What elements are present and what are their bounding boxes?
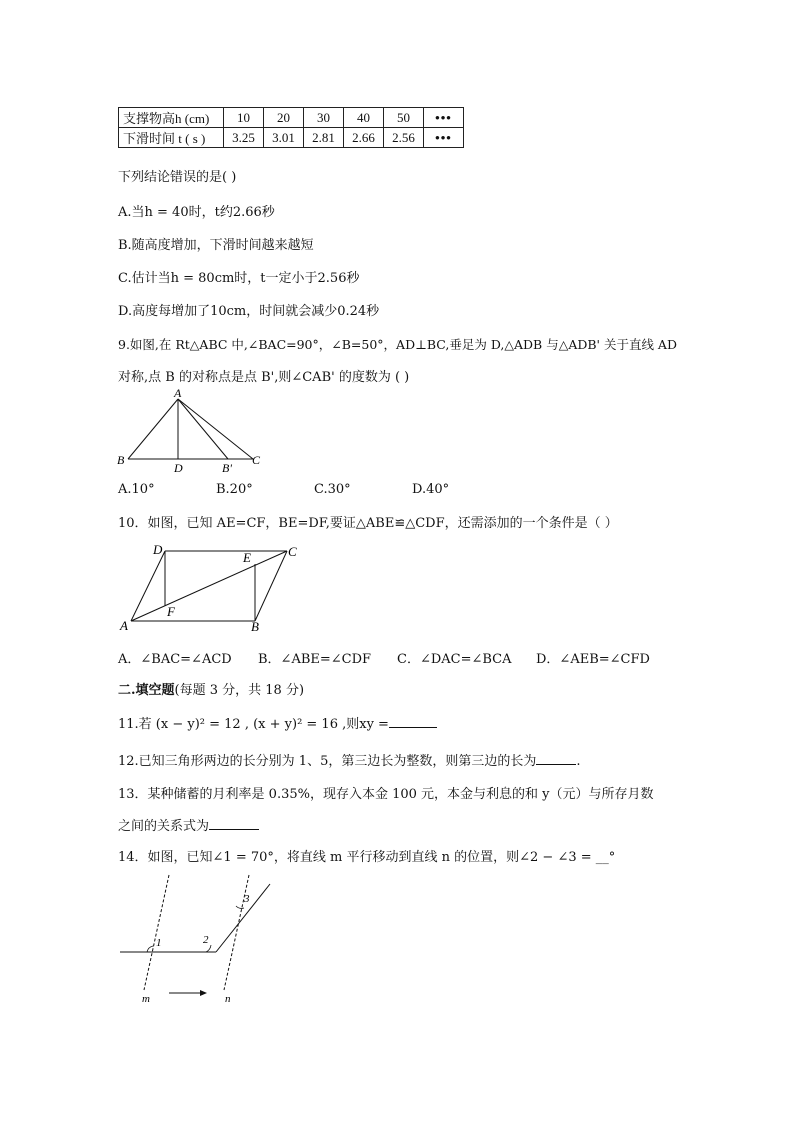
label-d: D	[174, 461, 183, 475]
q11	[118, 713, 437, 732]
q14-parallel-lines-figure	[112, 870, 282, 1010]
angle-3-arc	[236, 906, 244, 908]
q9-stem-line1: 9.如图,在 Rt△ABC 中,∠BAC=90°，∠B=50°，AD⊥BC,垂足为 D,△ADB 与△ADB' 关于直线 AD	[118, 337, 677, 352]
q10-parallelogram-figure	[115, 540, 305, 635]
table-cell: 2.81	[304, 128, 344, 148]
q8-option-d: D.高度每增加了10cm，时间就会减少0.24秒	[118, 304, 380, 319]
data-table	[118, 107, 464, 148]
label-c: C	[252, 453, 261, 467]
q10-option-a: A．∠BAC=∠ACD	[118, 652, 232, 667]
q13-line2: 之间的关系式为	[118, 819, 210, 834]
arrow-right-icon	[200, 990, 207, 996]
label-b: B	[251, 619, 259, 634]
table-row-time	[119, 128, 464, 148]
section-2-heading	[118, 679, 304, 698]
q13-line2-wrap	[118, 815, 259, 834]
label-b-prime: B'	[222, 461, 232, 475]
segment-ac	[131, 551, 287, 621]
table-row-height	[119, 108, 464, 128]
table-cell: •••	[424, 128, 464, 148]
label-a: A	[174, 386, 182, 400]
segment-ad	[131, 551, 165, 621]
label-b: B	[117, 453, 125, 467]
table-cell: 3.25	[224, 128, 264, 148]
q12	[118, 750, 581, 769]
q10-option-c: C．∠DAC=∠BCA	[397, 652, 512, 667]
section-2-title: 二.填空题	[118, 683, 175, 698]
label-angle-1: 1	[156, 937, 162, 949]
label-n: n	[225, 993, 231, 1005]
q10-option-b: B．∠ABE=∠CDF	[258, 652, 372, 667]
q12-answer-blank[interactable]	[536, 752, 576, 765]
q8-stem: 下列结论错误的是( )	[118, 170, 237, 185]
line-m	[144, 875, 169, 990]
slanted-line	[216, 884, 270, 952]
label-angle-2: 2	[203, 934, 209, 946]
table-cell: 10	[224, 108, 264, 128]
table-cell: 20	[264, 108, 304, 128]
q9-option-d: D.40°	[412, 482, 450, 497]
label-m: m	[142, 993, 150, 1005]
label-a: A	[120, 618, 128, 633]
angle-2-arc	[206, 945, 211, 952]
q8-option-b: B.随高度增加，下滑时间越来越短	[118, 238, 314, 253]
segment-bc	[255, 551, 287, 621]
q14-stem: 14．如图，已知∠1 = 70°，将直线 m 平行移动到直线 n 的位置，则∠2 − ∠3 = __°	[118, 850, 616, 865]
q12-tail: .	[576, 754, 581, 769]
q8-option-c: C.估计当h = 80cm时，t一定小于2.56秒	[118, 271, 360, 286]
q9-stem-line2: 对称,点 B 的对称点是点 B',则∠CAB' 的度数为 ( )	[118, 370, 410, 385]
label-e: E	[243, 550, 251, 565]
table-cell: 2.66	[344, 128, 384, 148]
q11-answer-blank[interactable]	[389, 715, 437, 728]
table-cell: 3.01	[264, 128, 304, 148]
q9-triangle-figure	[112, 384, 272, 476]
segment-ab	[128, 399, 178, 459]
table-header-time: 下滑时间 t ( s )	[119, 128, 224, 148]
table-cell: •••	[424, 108, 464, 128]
label-angle-3: 3	[244, 893, 250, 905]
q10-stem: 10．如图，已知 AE=CF，BE=DF,要证△ABE≌△CDF，还需添加的一个条件是（ ）	[118, 516, 618, 531]
q9-option-c: C.30°	[314, 482, 351, 497]
q11-text: 11.若 (x − y)² = 12 , (x + y)² = 16 ,则xy =	[118, 717, 389, 732]
label-d: D	[153, 542, 163, 557]
q10-option-d: D．∠AEB=∠CFD	[536, 652, 650, 667]
label-f: F	[167, 604, 175, 619]
table-cell: 50	[384, 108, 424, 128]
q9-option-a: A.10°	[118, 482, 155, 497]
table-cell: 2.56	[384, 128, 424, 148]
section-2-note: (每题 3 分，共 18 分)	[174, 683, 305, 698]
table-header-height: 支撑物高h (cm)	[119, 108, 224, 128]
segment-ab-prime	[178, 399, 228, 459]
table-cell: 40	[344, 108, 384, 128]
label-c: C	[288, 544, 297, 559]
q13-line1: 13．某种储蓄的月利率是 0.35%，现存入本金 100 元，本金与利息的和 y（元）与所存月数	[118, 787, 654, 802]
table-cell: 30	[304, 108, 344, 128]
q13-answer-blank[interactable]	[209, 817, 259, 830]
q9-option-b: B.20°	[216, 482, 253, 497]
q12-text: 12.已知三角形两边的长分别为 1、5，第三边长为整数，则第三边的长为	[118, 754, 537, 769]
segment-ac	[178, 399, 253, 459]
q8-option-a: A.当h = 40时，t约2.66秒	[118, 205, 275, 220]
